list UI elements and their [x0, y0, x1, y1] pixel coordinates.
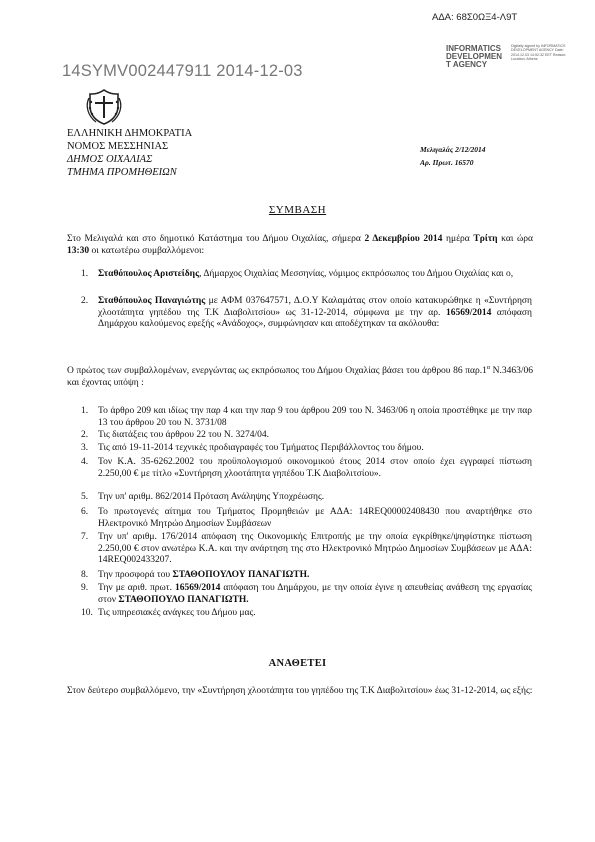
header-municipality: ΔΗΜΟΣ ΟΙΧΑΛΙΑΣ	[67, 154, 153, 165]
list-item-6: 6. Το πρωτογενές αίτημα του Τμήματος Προμηθειών με ΑΔΑ: 14REQ00002408430 που αναρτήθηκε στο Ηλεκτρονικό Μητρώο Δημοσίων Συμβάσεων	[81, 507, 532, 529]
list-item-8: 8. Την προσφορά του ΣΤΑΘΟΠΟΥΛΟΥ ΠΑΝΑΓΙΩΤΗ.	[81, 570, 310, 580]
representative-paragraph: Ο πρώτος των συμβαλλομένων, ενεργώντας ως εκπρόσωπος του Δήμου Οιχαλίας βάσει του άρθρου 86 $\pi\alpha\rho.1^\alpha$ Ν.3463/06 και έχοντας υπόψη :	[67, 365, 533, 388]
header-department: ΤΜΗΜΑ ΠΡΟΜΗΘΕΙΩΝ	[67, 167, 177, 178]
header-protocol: Αρ. Πρωτ. 16570	[420, 158, 474, 167]
party-2: 2. Σταθόπουλος Παναγιώτης με ΑΦΜ 037647571, Δ.Ο.Υ Καλαμάτας στον οποίο κατακυρώθηκε η «Συντήρηση χλοοτάπητα γηπέδου της Τ.Κ Διαβολιτσίου» ως 31-12-2014, σύμφωνα με την αρ. 16569/2014 απόφαση Δημάρχου καλούμενος εφεξής «Ανάδοχος», συμφώνησαν και αποδέχτηκαν τα ακόλουθα:	[81, 296, 532, 330]
assignment-paragraph: Στον δεύτερο συμβαλλόμενο, την «Συντήρηση χλοοτάπητα του γηπέδου της Τ.Κ Διαβολιτσίου» έως 31-12-2014, ως εξής:	[67, 686, 533, 696]
header-country: ΕΛΛΗΝΙΚΗ ΔΗΜΟΚΡΑΤΙΑ	[67, 128, 193, 139]
document-id: 14SYMV002447911 2014-12-03	[62, 62, 303, 80]
ada-code: ΑΔΑ: 68Σ0ΩΞ4-Λ9Τ	[432, 12, 518, 23]
party-1: 1. Σταθόπουλος Αριστείδης, Δήμαρχος Οιχαλίας Μεσσηνίας, νόμιμος εκπρόσωπος του Δήμου Οιχαλίας και ο,	[81, 269, 514, 279]
signature-meta: Digitally signed by INFORMATICS DEVELOPMENT AGENCY Date: 2014.12.03 14:52:32 EET Reason: Location: Athens	[511, 44, 567, 62]
header-prefecture: ΝΟΜΟΣ ΜΕΣΣΗΝΙΑΣ	[67, 141, 169, 152]
list-item-4: 4. Τον Κ.Α. 35-6262.2002 του προϋπολογισμού οικονομικού έτους 2014 στον οποίο έχει εγγραφεί πίστωση 2.250,00 € με τίτλο «Συντήρηση χλοοτάπητα γηπέδου Τ.Κ Διαβολιτσίου».	[81, 457, 532, 479]
coat-of-arms-icon	[86, 88, 122, 126]
header-date: Μελιγαλάς 2/12/2014	[420, 145, 486, 154]
list-item-5: 5. Την υπ' αριθμ. 862/2014 Πρόταση Ανάληψης Υποχρέωσης.	[81, 492, 325, 502]
list-item-9: 9. Την με αριθ. πρωτ. 16569/2014 απόφαση του Δημάρχου, με την οποία έγινε η απευθείας ανάθεση της εργασίας στον ΣΤΑΘΟΠΟΥΛΟ ΠΑΝΑΓΙΩΤΗ.	[81, 583, 532, 605]
list-item-3: 3. Τις από 19-11-2014 τεχνικές προδιαγραφές του Τμήματος Περιβάλλοντος του δήμου.	[81, 443, 424, 453]
list-item-2: 2. Τις διατάξεις του άρθρου 22 του Ν. 3274/04.	[81, 430, 270, 440]
intro-paragraph: Στο Μελιγαλά και στο δημοτικό Κατάστημα του Δήμου Οιχαλίας, σήμερα 2 Δεκεμβρίου 2014 ημέρα Τρίτη και ώρα 13:30 οι κατωτέρω συμβαλλόμενοι:	[67, 234, 533, 256]
signature-name: INFORMATICS DEVELOPMEN T AGENCY	[446, 44, 503, 69]
document-title: ΣΥΜΒΑΣΗ	[268, 204, 327, 216]
list-item-1: 1. Το άρθρο 209 και ιδίως την παρ 4 και την παρ 9 του άρθρου 209 του Ν. 3463/06 η οποία προστέθηκε με την παρ 13 του άρθρου 20 του Ν. 3731/08	[81, 406, 532, 428]
section-heading: ΑΝΑΘΕΤΕΙ	[268, 658, 327, 669]
list-item-7: 7. Την υπ' αριθμ. 176/2014 απόφαση της Οικονομικής Επιτροπής με την οποία εγκρίθηκε/ψηφίστηκε πίστωση 2.250,00 € στον ανωτέρω Κ.Α. και την ανάρτηση της στο Ηλεκτρονικό Μητρώο Δημοσίων Συμβάσεων με ΑΔΑ: 14REQ002433207.	[81, 532, 532, 566]
list-item-10: 10. Τις υπηρεσιακές ανάγκες του Δήμου μας.	[81, 608, 256, 618]
